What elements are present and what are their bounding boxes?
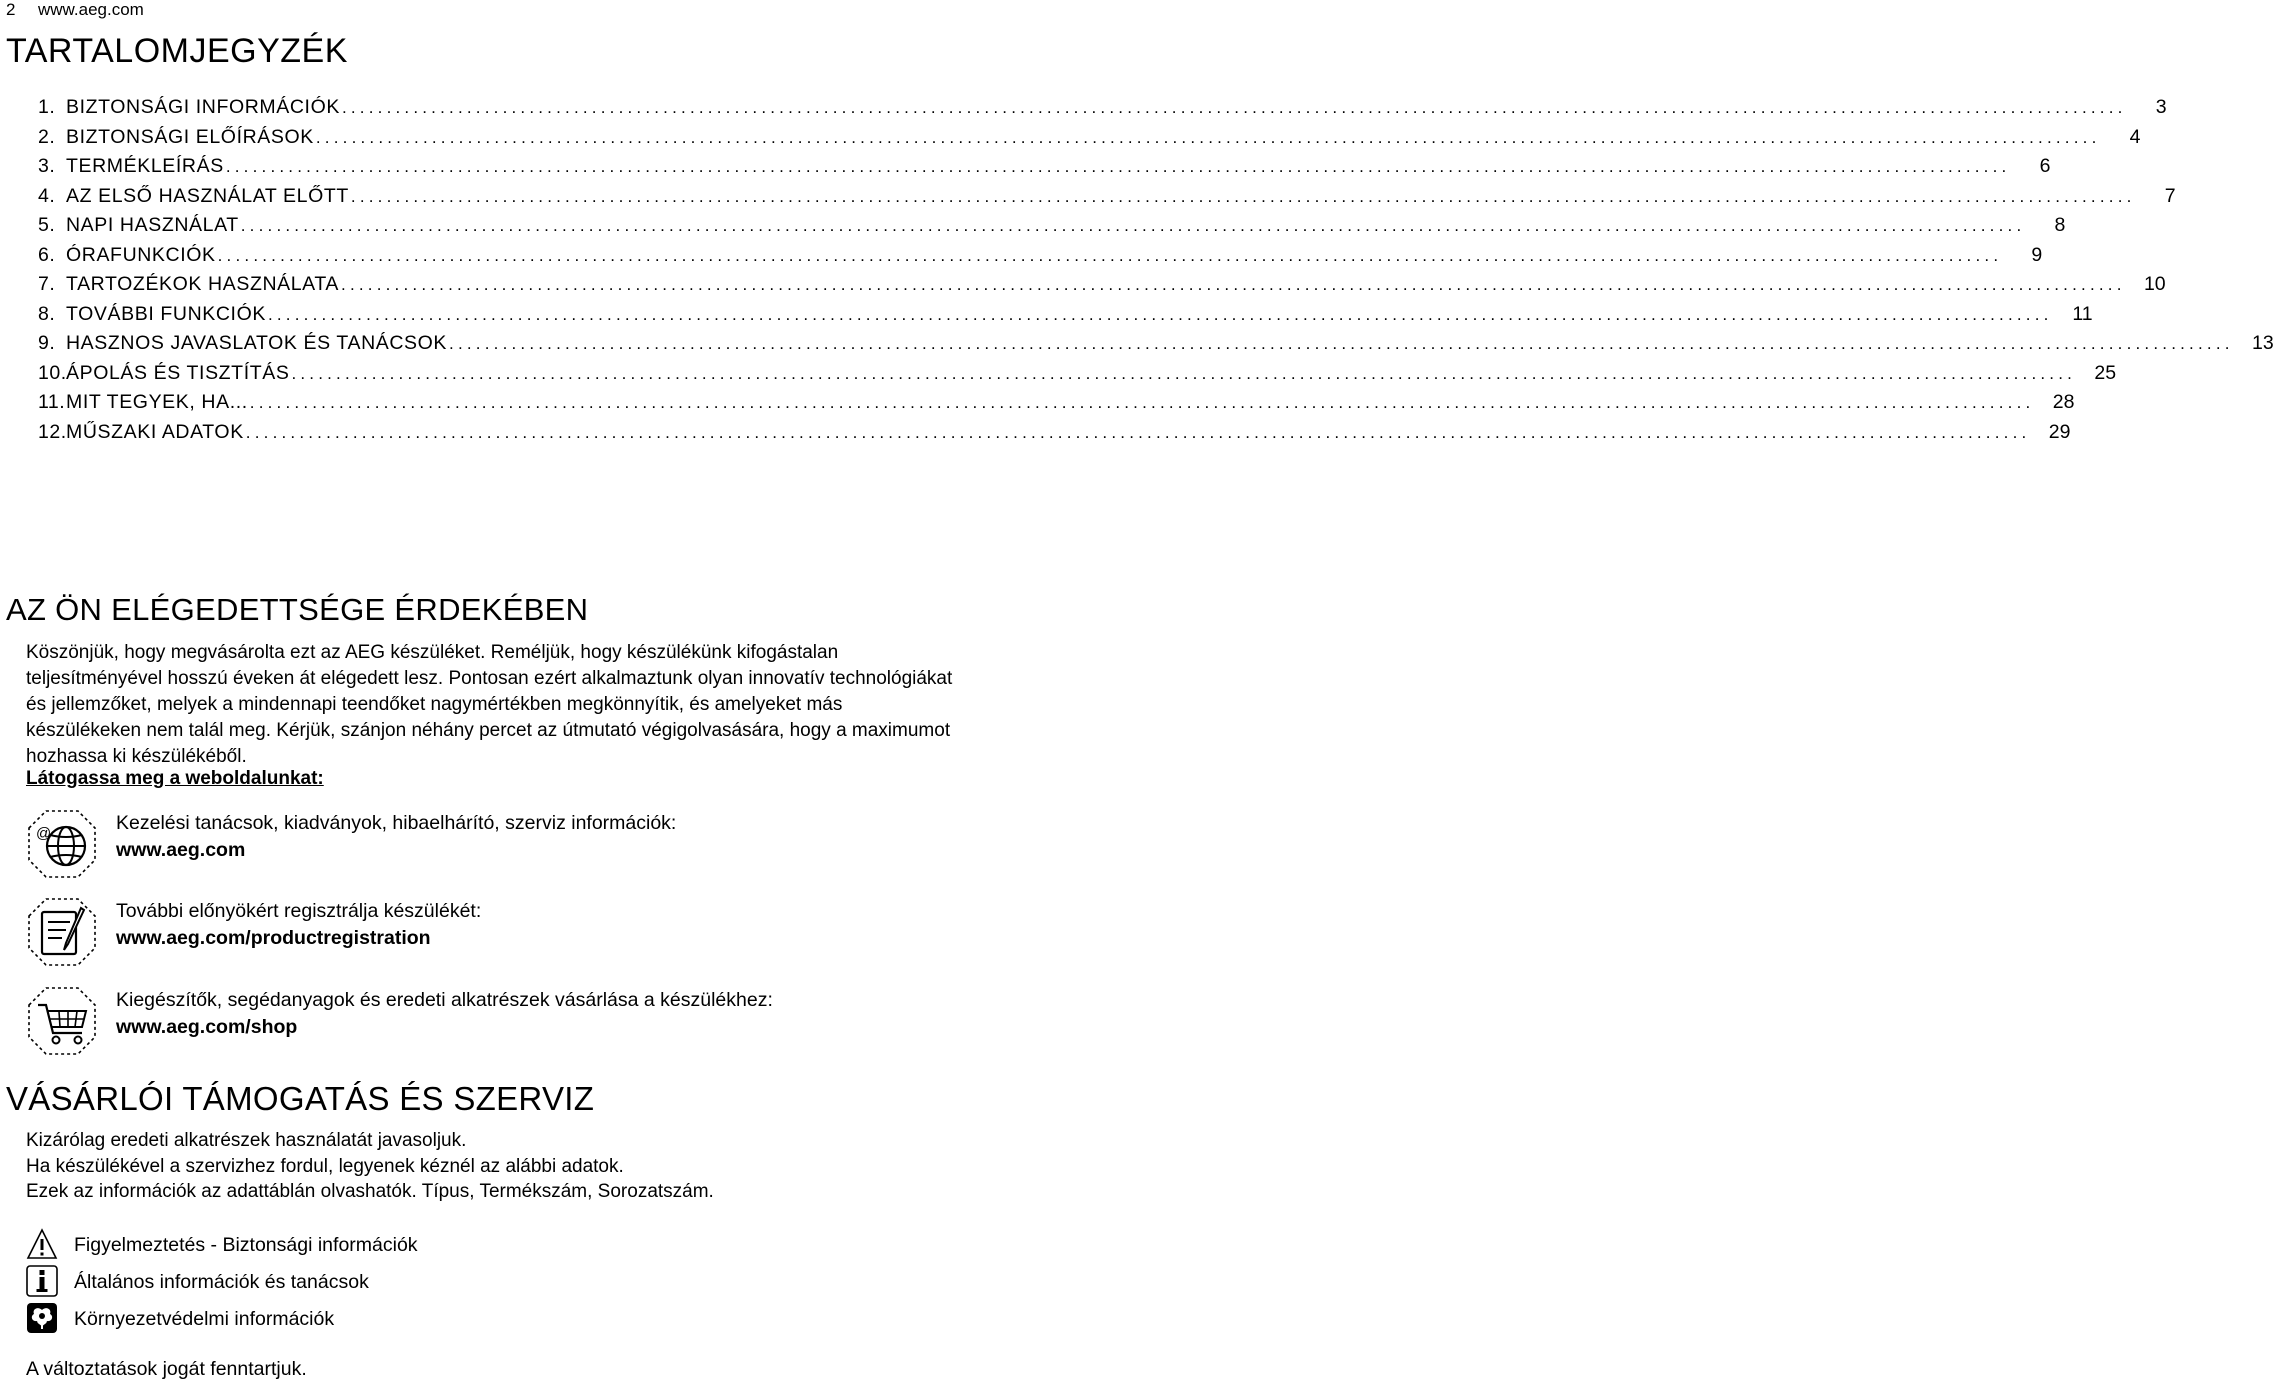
toc-item[interactable]	[38, 302, 2093, 333]
toc-item-title: ÁPOLÁS ÉS TISZTÍTÁS	[66, 361, 290, 384]
toc-item-title: ÓRAFUNKCIÓK	[66, 243, 216, 266]
web-link-row-registration	[26, 896, 926, 968]
support-text	[26, 1128, 714, 1205]
toc-item[interactable]	[38, 243, 2043, 274]
web-link-url[interactable]: www.aeg.com	[116, 839, 246, 861]
toc-leader-dots: ........................................................................................................................................................................................................	[225, 157, 2011, 176]
toc-item-page: 28	[2052, 391, 2075, 413]
toc-item-page: 4	[2129, 125, 2141, 148]
toc-leader-dots: ........................................................................................................................................................................................................	[341, 98, 2127, 117]
web-link-url[interactable]: www.aeg.com/shop	[116, 1016, 298, 1038]
toc-item[interactable]	[38, 214, 2066, 244]
toc-item-number: 6.	[38, 243, 56, 266]
toc-item-number: 7.	[38, 273, 56, 295]
toc-item[interactable]	[38, 391, 2075, 421]
toc-item-title: TARTOZÉKOK HASZNÁLATA	[66, 273, 340, 295]
toc-item-page: 25	[2094, 361, 2117, 384]
support-title: VÁSÁRLÓI TÁMOGATÁS ÉS SZERVIZ	[6, 1080, 595, 1117]
web-link-description: Kiegészítők, segédanyagok és eredeti alkatrészek vásárlása a készülékhez:	[116, 989, 773, 1011]
support-line: Ezek az információk az adattáblán olvashatók. Típus, Termékszám, Sorozatszám.	[26, 1181, 714, 1202]
toc-leader-dots: ........................................................................................................................................................................................................	[245, 422, 2031, 442]
visit-website-label: Látogassa meg a weboldalunkat:	[26, 768, 324, 789]
support-line: Ha készülékével a szervizhez fordul, legyenek kéznél az alábbi adatok.	[26, 1155, 624, 1177]
page-number: 2	[6, 0, 16, 19]
toc-item-number: 2.	[38, 125, 56, 148]
toc-item-page: 29	[2048, 420, 2071, 443]
toc-item-page: 8	[2054, 214, 2066, 236]
toc-item-title: TOVÁBBI FUNKCIÓK	[66, 302, 266, 325]
toc-item-title: BIZTONSÁGI INFORMÁCIÓK	[66, 96, 340, 118]
toc-item-page: 13	[2251, 332, 2274, 354]
toc-item-number: 4.	[38, 184, 56, 207]
legend-label: Figyelmeztetés - Biztonsági információk	[74, 1234, 418, 1256]
toc-item-page: 11	[2072, 302, 2093, 325]
toc-leader-dots: ........................................................................................................................................................................................................	[350, 186, 2136, 206]
web-link-row-shop	[26, 985, 926, 1057]
toc-leader-dots: ........................................................................................................................................................................................................	[291, 363, 2077, 383]
web-link-url[interactable]: www.aeg.com/productregistration	[116, 927, 431, 949]
toc-item-page: 9	[2031, 243, 2043, 266]
environment-leaf-icon	[26, 1302, 58, 1334]
toc-item-title: NAPI HASZNÁLAT	[66, 214, 239, 236]
toc-title: TARTALOMJEGYZÉK	[6, 32, 348, 70]
shopping-cart-icon	[26, 985, 98, 1057]
toc-item-number: 11.	[38, 391, 66, 413]
toc-item-title: MIT TEGYEK, HA...	[66, 391, 248, 413]
toc-leader-dots: ........................................................................................................................................................................................................	[249, 393, 2035, 412]
toc-item-page: 3	[2155, 96, 2167, 118]
toc-item-page: 10	[2143, 273, 2166, 295]
info-icon	[26, 1265, 58, 1297]
toc-item-title: MŰSZAKI ADATOK	[66, 420, 244, 443]
toc-item-title: HASZNOS JAVASLATOK ÉS TANÁCSOK	[66, 332, 448, 354]
support-line: Kizárólag eredeti alkatrészek használatát javasoljuk.	[26, 1130, 467, 1151]
satisfaction-title: AZ ÖN ELÉGEDETTSÉGE ÉRDEKÉBEN	[6, 592, 589, 627]
toc-item-number: 5.	[38, 214, 56, 236]
satisfaction-body: Köszönjük, hogy megvásárolta ezt az AEG készüléket. Reméljük, hogy készülékünk kifogástalan teljesítményével hosszú éveken át elégedett lesz. Pontosan ezért alkalmaztunk olyan innovatív technológiákat és jellemzőket, melyek a mindennapi teendőket nagymértékben megkönnyítik, és amelyeket más készülékeken nem talál meg. Kérjük, szánjon néhány percet az útmutató végigolvasására, hogy a maximumot hozhassa ki készülékéből.	[26, 642, 953, 767]
toc-leader-dots: ........................................................................................................................................................................................................	[315, 127, 2101, 147]
toc-item-title: AZ ELSŐ HASZNÁLAT ELŐTT	[66, 184, 349, 207]
globe-at-icon	[26, 808, 98, 880]
footer-disclaimer: A változtatások jogát fenntartjuk.	[26, 1358, 307, 1380]
toc-item[interactable]	[38, 96, 2167, 126]
registration-notepad-icon	[26, 896, 98, 968]
legend-label: Környezetvédelmi információk	[74, 1308, 335, 1330]
warning-triangle-icon	[26, 1228, 58, 1260]
toc-item-page: 7	[2164, 184, 2176, 207]
toc-leader-dots: ........................................................................................................................................................................................................	[449, 334, 2234, 353]
toc-item[interactable]	[38, 125, 2141, 156]
toc-item-number: 10.	[38, 361, 67, 384]
web-link-row-info	[26, 808, 926, 880]
web-link-description: További előnyökért regisztrálja készülékét:	[116, 900, 482, 922]
toc-item[interactable]	[38, 273, 2166, 303]
toc-item[interactable]	[38, 184, 2176, 215]
toc-item[interactable]	[38, 155, 2051, 185]
web-link-description: Kezelési tanácsok, kiadványok, hibaelhárító, szerviz információk:	[116, 812, 677, 834]
toc-leader-dots: ........................................................................................................................................................................................................	[240, 216, 2026, 235]
toc-item-title: BIZTONSÁGI ELŐÍRÁSOK	[66, 125, 314, 148]
toc-item[interactable]	[38, 361, 2117, 392]
table-of-contents	[38, 96, 2274, 450]
legend-label: Általános információk és tanácsok	[74, 1271, 369, 1293]
toc-item-title: TERMÉKLEÍRÁS	[66, 155, 224, 177]
toc-item[interactable]	[38, 420, 2071, 451]
toc-leader-dots: ........................................................................................................................................................................................................	[217, 245, 2003, 265]
toc-item-number: 9.	[38, 332, 56, 354]
toc-leader-dots: ........................................................................................................................................................................................................	[341, 275, 2126, 294]
toc-item-number: 8.	[38, 302, 56, 325]
toc-item-page: 6	[2039, 155, 2051, 177]
site-url-header: www.aeg.com	[38, 0, 144, 19]
toc-item-number: 1.	[38, 96, 56, 118]
toc-item-number: 12.	[38, 420, 67, 443]
toc-leader-dots: ........................................................................................................................................................................................................	[267, 304, 2053, 324]
toc-item[interactable]	[38, 332, 2274, 362]
toc-item-number: 3.	[38, 155, 56, 177]
svg-text:@: @	[36, 825, 52, 842]
